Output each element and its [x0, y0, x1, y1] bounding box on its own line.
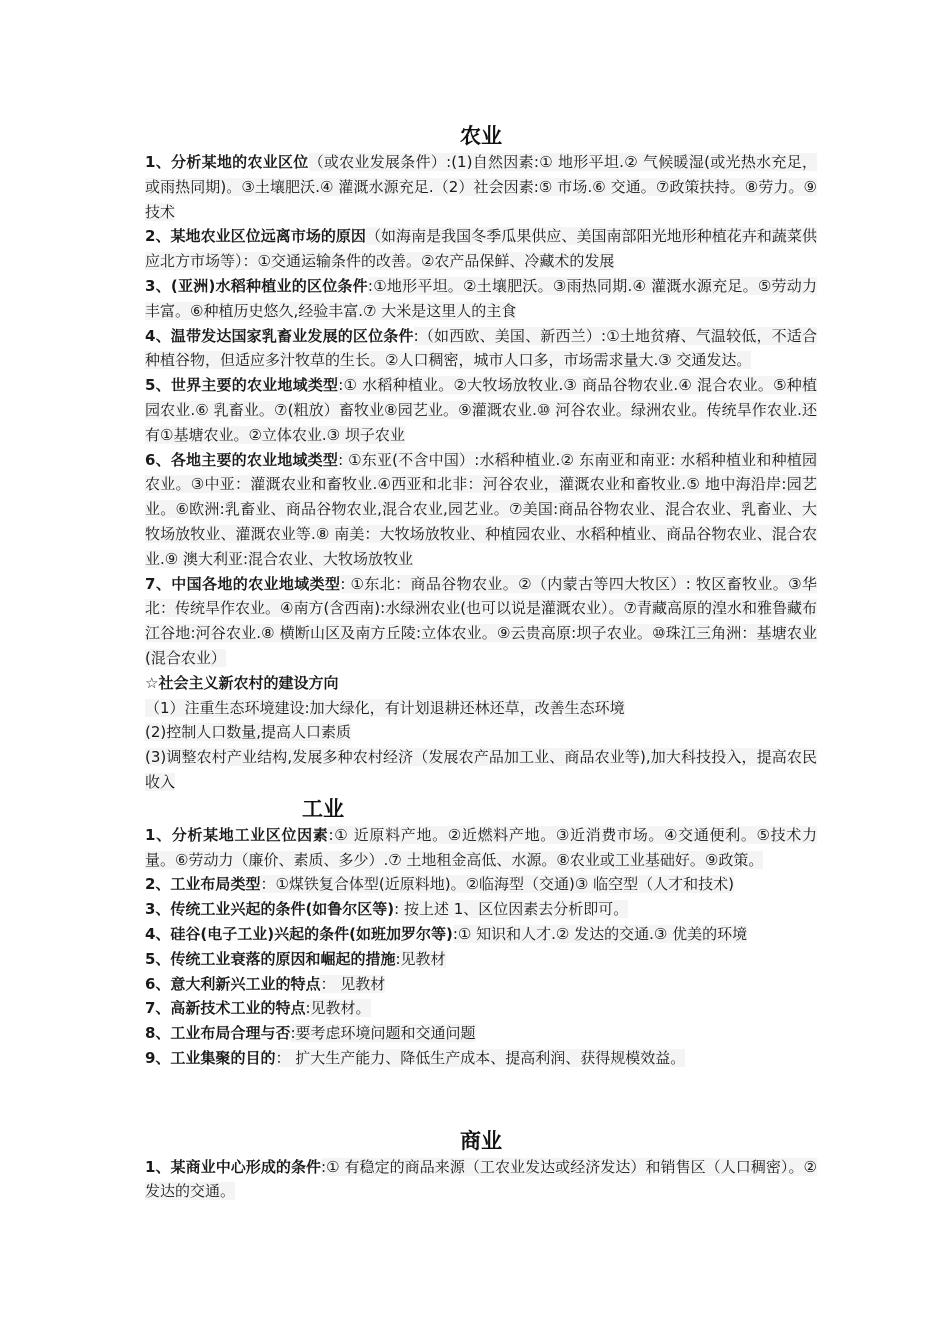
para-text: : ①东亚(不含中国）:水稻种植业.② 东南亚和南亚: 水稻种植业和种植园农业。③中亚：灌溉农业和畜牧业.④西亚和北非：河谷农业，灌溉农业和畜牧业.⑤ 地中海沿岸:园艺业。⑥欧洲:乳畜业、商品谷物农业,混合农业,园艺业。⑦美国:商品谷物农业、混合农业、乳畜业、大牧场放牧业、灌溉农业等.⑧ 南美：大牧场放牧业、种植园农业、水稻种植业、商品谷物农业、混合农业.⑨ 澳大利亚:混合农业、大牧场放牧业 [145, 450, 817, 568]
ind-para-8 [145, 1021, 817, 1046]
para-text: :① 有稳定的商品来源（工农业发达或经济发达）和销售区（人口稠密）。②发达的交通。 [145, 1157, 817, 1201]
para-heading: 5、世界主要的农业地域类型 [145, 376, 339, 395]
com-para-1 [145, 1155, 817, 1205]
para-text: ： 见教材 [320, 974, 386, 993]
ind-para-9 [145, 1046, 817, 1071]
para-text: : ①东北：商品谷物农业。②（内蒙古等四大牧区）: 牧区畜牧业。③华北：传统旱作农业。④南方(含西南):水绿洲农业(也可以说是灌溉农业）。⑦青藏高原的湟水和雅鲁藏布江谷地:河谷农业.⑧ 横断山区及南方丘陵:立体农业。⑨云贵高原:坝子农业。⑩珠江三角洲：基塘农业(混合农业） [145, 574, 818, 667]
para-text: :见教材。 [305, 999, 371, 1018]
ind-para-1 [145, 823, 817, 873]
agri-para-5 [145, 373, 817, 447]
document-page [145, 122, 817, 1204]
para-heading: ☆社会主义新农村的建设方向 [145, 673, 339, 692]
para-heading: 7、中国各地的农业地域类型 [145, 574, 341, 593]
para-text: （或农业发展条件）:(1)自然因素:① 地形平坦.② 气候暖湿(或光热水充足，或雨热同期)。③土壤肥沃.④ 灌溉水源充足.（2）社会因素:⑤ 市场.⑥ 交通。⑦政策扶持。⑧劳力。⑨技术 [145, 153, 817, 221]
para-text: :见教材 [395, 949, 446, 968]
para-heading: 6、意大利新兴工业的特点 [145, 974, 321, 993]
section-title-agriculture: 农业 [460, 123, 502, 148]
para-text: :① 水稻种植业。②大牧场放牧业.③ 商品谷物农业.④ 混合农业。⑤种植园农业.⑥ 乳畜业。⑦(粗放）畜牧业⑧园艺业。⑨灌溉农业.⑩ 河谷农业。绿洲农业。传统旱作农业.还有①基塘农业。②立体农业.③ 坝子农业 [145, 376, 817, 444]
para-text: : 按上述 1、区位因素去分析即可。 [394, 900, 629, 919]
agri-para-2 [145, 224, 817, 274]
para-heading: 2、某地农业区位远离市场的原因 [145, 227, 366, 246]
para-text: (2)控制人口数量,提高人口素质 [145, 723, 352, 742]
para-heading: 1、某商业中心形成的条件 [145, 1157, 322, 1176]
para-heading: 1、分析某地的农业区位 [145, 153, 309, 171]
industry-content [145, 823, 817, 1071]
agri-para-measure-2 [145, 720, 817, 745]
para-text: （1）注重生态环境建设:加大绿化，有计划退耕还林还草，改善生态环境 [145, 698, 625, 717]
section-title-industry: 工业 [302, 795, 344, 821]
commerce-content [145, 1155, 817, 1205]
ind-para-2 [145, 872, 817, 897]
para-text: :要考虑环境问题和交通问题 [290, 1024, 476, 1043]
para-heading: 3、(亚洲)水稻种植业的区位条件 [145, 276, 368, 295]
ind-para-4 [145, 922, 817, 947]
para-heading: 9、工业集聚的目的 [145, 1048, 276, 1067]
para-heading: 1、分析某地工业区位因素 [145, 825, 329, 844]
para-heading: 8、工业布局合理与否 [145, 1024, 291, 1043]
para-text: (3)调整农村产业结构,发展多种农村经济（发展农产品加工业、商品农业等),加大科技投入，提高农民收入 [145, 748, 817, 791]
agri-para-6 [145, 448, 817, 572]
para-heading: 5、传统工业衰落的原因和崛起的措施 [145, 949, 396, 968]
para-heading: 3、传统工业兴起的条件(如鲁尔区等) [145, 900, 395, 919]
agri-para-4 [145, 324, 817, 374]
section-title-commerce: 商业 [460, 1127, 502, 1153]
ind-para-3 [145, 897, 817, 922]
para-text: ： 扩大生产能力、降低生产成本、提高利润、获得规模效益。 [275, 1048, 686, 1067]
para-text: :① 近原料产地。②近燃料产地。③近消费市场。④交通便利。⑤技术力量。⑥劳动力（廉价、素质、多少）.⑦ 土地租金高低、水源。⑧农业或工业基础好。⑨政策。 [145, 825, 817, 869]
para-text: :①地形平坦。②土壤肥沃。③雨热同期.④ 灌溉水源充足。⑤劳动力丰富。⑥种植历史悠久,经验丰富.⑦ 大米是这里人的主食 [145, 276, 817, 320]
para-text: （如海南是我国冬季瓜果供应、美国南部阳光地形种植花卉和蔬菜供应北方市场等）：①交通运输条件的改善。②农产品保鲜、冷藏术的发展 [145, 227, 817, 271]
para-heading: 4、温带发达国家乳畜业发展的区位条件 [145, 326, 414, 345]
para-text: :① 知识和人才.② 发达的交通.③ 优美的环境 [452, 924, 748, 943]
agriculture-content [145, 150, 817, 795]
agri-para-measure-1 [145, 696, 817, 721]
para-heading: 6、各地主要的农业地域类型 [145, 450, 339, 469]
para-heading: 2、工业布局类型 [145, 875, 261, 894]
ind-para-6 [145, 972, 817, 997]
new-countryside-heading [145, 671, 817, 696]
para-text: ：①煤铁复合体型(近原料地)。②临海型（交通)③ 临空型（人才和技术) [260, 875, 734, 894]
ind-para-5 [145, 947, 817, 972]
agri-para-3 [145, 274, 817, 324]
agri-para-measure-3 [145, 745, 817, 795]
para-heading: 7、高新技术工业的特点 [145, 999, 306, 1018]
para-text: :（如西欧、美国、新西兰）:①土地贫瘠、气温较低，不适合种植谷物，但适应多汁牧草的生长。②人口稠密，城市人口多，市场需求量大.③ 交通发达。 [145, 326, 817, 370]
ind-para-7 [145, 996, 817, 1021]
agri-para-7 [145, 572, 817, 671]
agri-para-1 [145, 150, 817, 224]
para-heading: 4、硅谷(电子工业)兴起的条件(如班加罗尔等) [145, 924, 453, 943]
